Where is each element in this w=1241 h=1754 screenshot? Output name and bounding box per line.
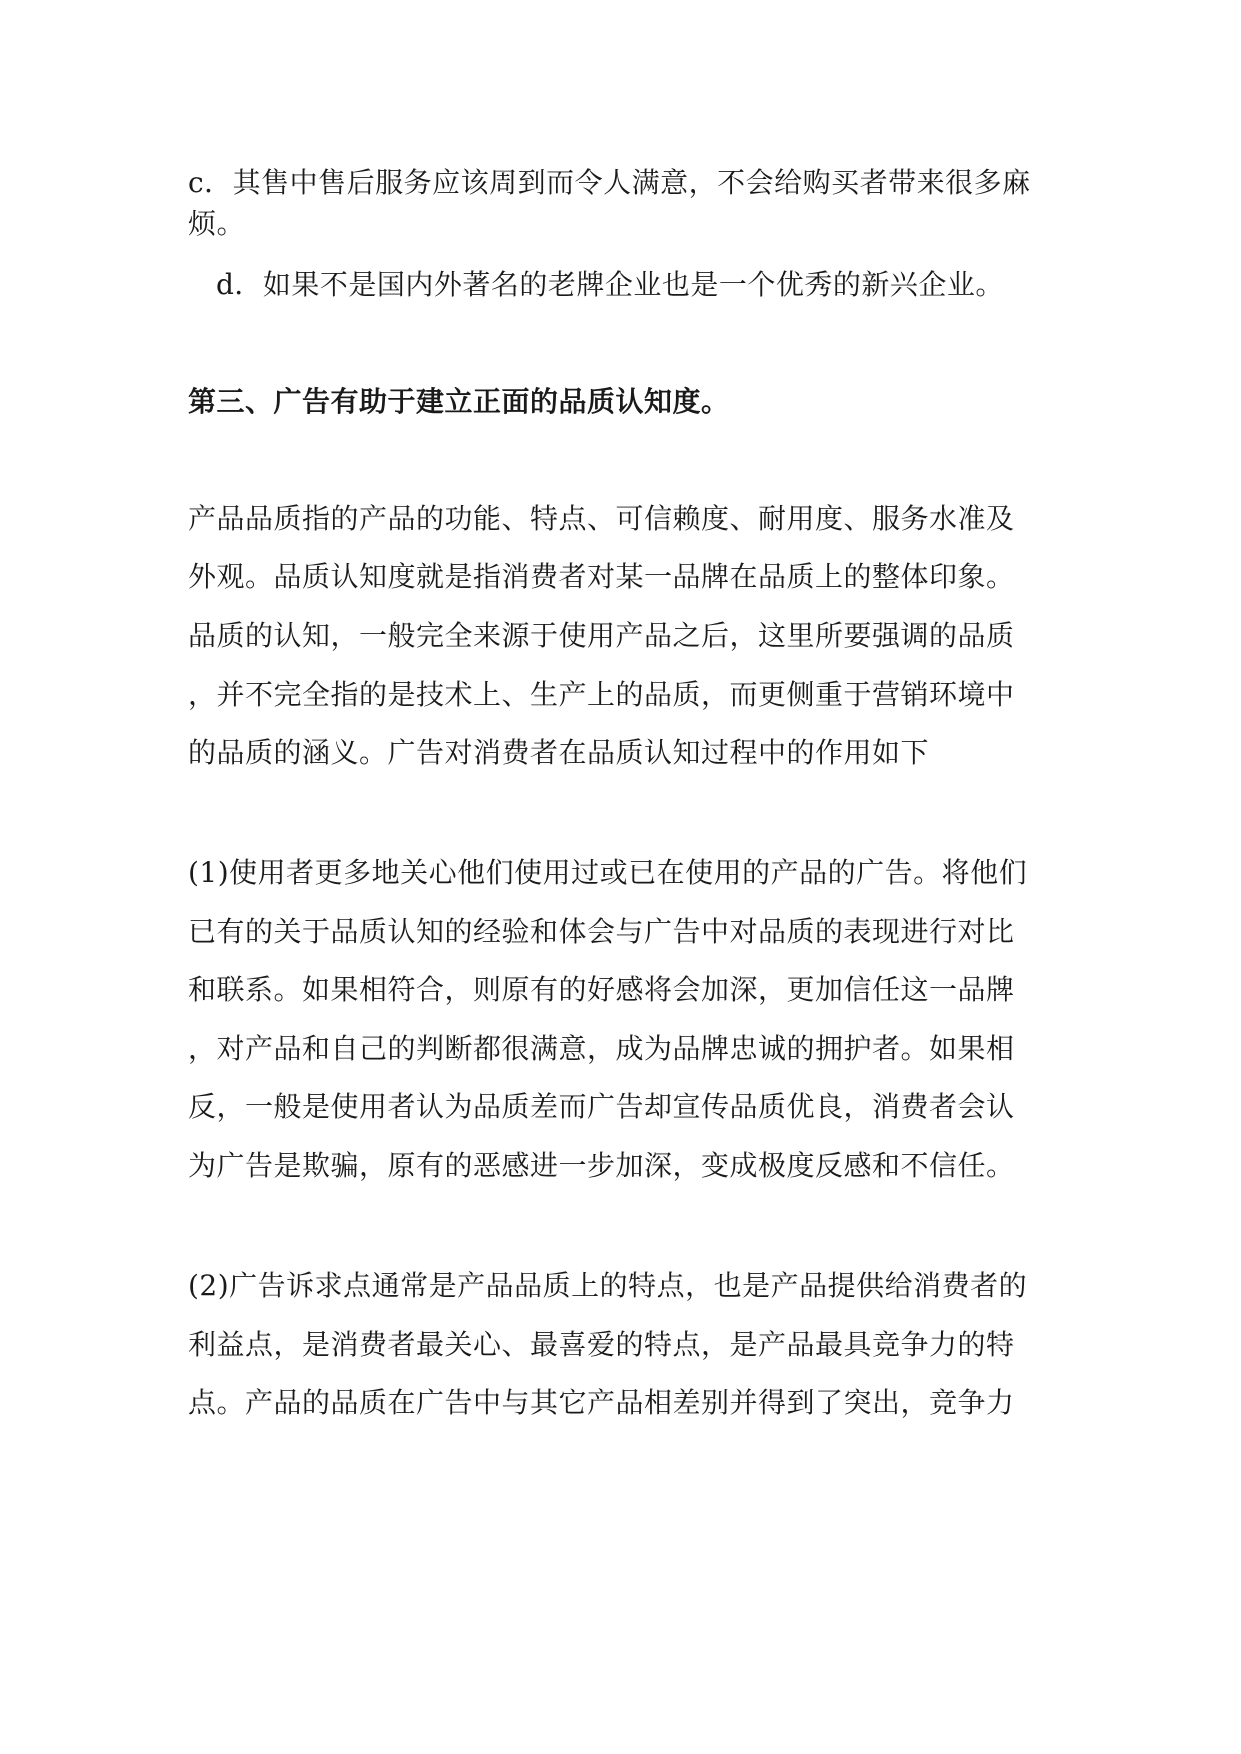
paragraph-1-line-6: 为广告是欺骗，原有的恶感进一步加深，变成极度反感和不信任。 [188, 1149, 1015, 1182]
paragraph-c-line-2: 烦。 [188, 207, 246, 240]
section-heading: 第三、广告有助于建立正面的品质认知度。 [188, 385, 730, 418]
paragraph-1-line-4: ，对产品和自己的判断都很满意，成为品牌忠诚的拥护者。如果相 [188, 1032, 1015, 1065]
paragraph-2-line-3: 点。产品的品质在广告中与其它产品相差别并得到了突出，竞争力 [188, 1386, 1015, 1419]
paragraph-quality-line-2: 外观。品质认知度就是指消费者对某一品牌在品质上的整体印象。 [188, 560, 1015, 593]
paragraph-1-line-5: 反，一般是使用者认为品质差而广告却宣传品质优良，消费者会认 [188, 1090, 1015, 1123]
paragraph-quality-line-3: 品质的认知，一般完全来源于使用产品之后，这里所要强调的品质 [188, 619, 1015, 652]
paragraph-1-line-3: 和联系。如果相符合，则原有的好感将会加深，更加信任这一品牌 [188, 973, 1015, 1006]
paragraph-quality-line-1: 产品品质指的产品的功能、特点、可信赖度、耐用度、服务水准及 [188, 502, 1015, 535]
paragraph-c-line-1: c．其售中售后服务应该周到而令人满意，不会给购买者带来很多麻 [188, 166, 1031, 199]
paragraph-d-line-1: d．如果不是国内外著名的老牌企业也是一个优秀的新兴企业。 [216, 268, 1004, 301]
paragraph-2-line-2: 利益点，是消费者最关心、最喜爱的特点，是产品最具竞争力的特 [188, 1328, 1015, 1361]
paragraph-1-line-1: (1)使用者更多地关心他们使用过或已在使用的产品的广告。将他们 [188, 856, 1028, 889]
paragraph-quality-line-4: ，并不完全指的是技术上、生产上的品质，而更侧重于营销环境中 [188, 678, 1015, 711]
paragraph-2-line-1: (2)广告诉求点通常是产品品质上的特点，也是产品提供给消费者的 [188, 1269, 1028, 1302]
paragraph-quality-line-5: 的品质的涵义。广告对消费者在品质认知过程中的作用如下 [188, 736, 930, 769]
paragraph-1-line-2: 已有的关于品质认知的经验和体会与广告中对品质的表现进行对比 [188, 915, 1015, 948]
